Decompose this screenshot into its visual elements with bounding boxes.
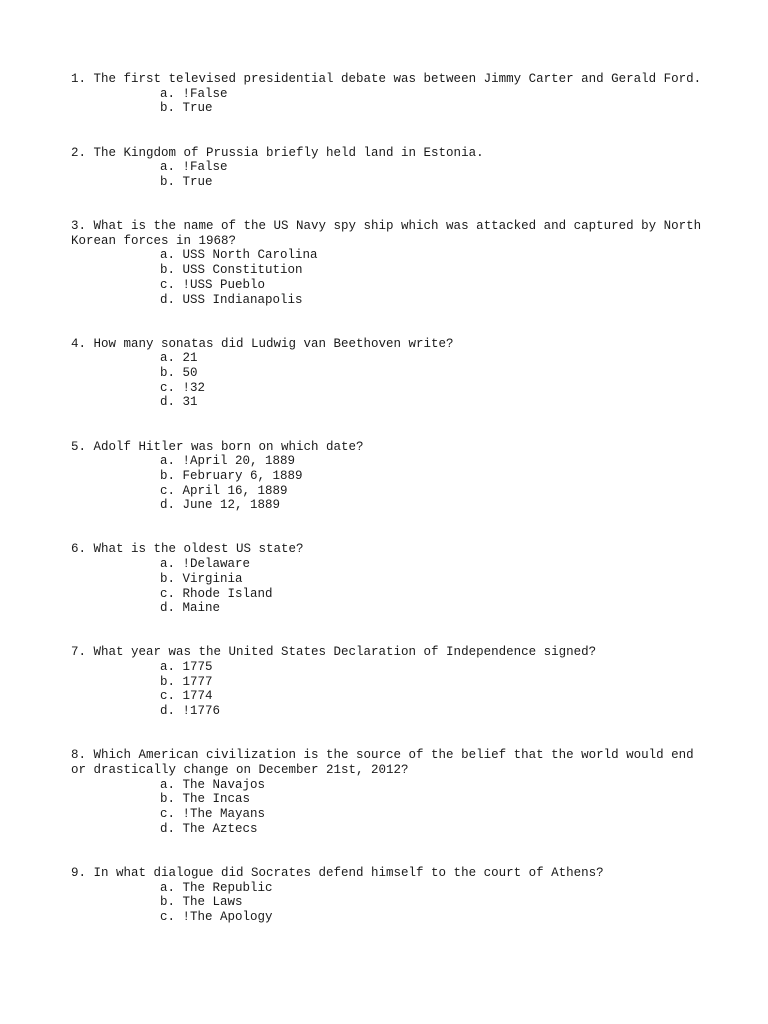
answer-option-c: c. April 16, 1889 (160, 483, 288, 498)
question-1 (71, 72, 711, 116)
quiz-document (71, 72, 711, 954)
answer-option-a: a. !Delaware (160, 557, 251, 572)
answer-option-b: b. USS Constitution (160, 263, 303, 278)
answer-option-b: b. 50 (160, 366, 198, 381)
question-text: 9. In what dialogue did Socrates defend himself to the court of Athens? (71, 865, 604, 880)
answer-option-a: a. USS North Carolina (160, 248, 318, 263)
answer-option-c: c. !The Mayans (160, 807, 266, 822)
answer-option-b: b. The Incas (160, 792, 251, 807)
question-8 (71, 748, 711, 836)
question-4 (71, 337, 711, 411)
answer-option-c: c. 1774 (160, 689, 213, 704)
answer-option-d: d. The Aztecs (160, 821, 258, 836)
answer-option-b: b. Virginia (160, 571, 243, 586)
question-text: 4. How many sonatas did Ludwig van Beethoven write? (71, 336, 454, 351)
question-7 (71, 645, 711, 719)
answer-option-d: d. Maine (160, 601, 221, 616)
question-text: 2. The Kingdom of Prussia briefly held land in Estonia. (71, 145, 484, 160)
question-text: 8. Which American civilization is the source of the belief that the world would end or drastically change on December 21st, 2012? (71, 748, 702, 777)
answer-option-b: b. True (160, 174, 213, 189)
answer-option-a: a. 1775 (160, 660, 213, 675)
question-5 (71, 440, 711, 514)
answer-option-a: a. !False (160, 160, 228, 175)
question-9 (71, 866, 711, 925)
answer-option-b: b. 1777 (160, 674, 213, 689)
answer-option-b: b. February 6, 1889 (160, 468, 303, 483)
answer-option-d: d. USS Indianapolis (160, 292, 303, 307)
answer-option-a: a. The Navajos (160, 777, 266, 792)
answer-option-d: d. 31 (160, 395, 198, 410)
answer-option-c: c. !32 (160, 380, 206, 395)
answer-option-a: a. !False (160, 86, 228, 101)
question-2 (71, 146, 711, 190)
answer-option-b: b. The Laws (160, 895, 243, 910)
answer-option-c: c. !USS Pueblo (160, 277, 266, 292)
answer-option-b: b. True (160, 101, 213, 116)
question-6 (71, 542, 711, 616)
question-text: 5. Adolf Hitler was born on which date? (71, 439, 364, 454)
question-3 (71, 219, 711, 307)
answer-option-c: c. !The Apology (160, 909, 273, 924)
answer-option-c: c. Rhode Island (160, 586, 273, 601)
answer-option-d: d. June 12, 1889 (160, 498, 281, 513)
question-text: 3. What is the name of the US Navy spy ship which was attacked and captured by North Korean forces in 1968? (71, 219, 709, 248)
answer-option-a: a. The Republic (160, 880, 273, 895)
question-text: 6. What is the oldest US state? (71, 542, 304, 557)
answer-option-d: d. !1776 (160, 704, 221, 719)
question-text: 1. The first televised presidential debate was between Jimmy Carter and Gerald Ford. (71, 72, 702, 86)
answer-option-a: a. !April 20, 1889 (160, 454, 296, 469)
question-text: 7. What year was the United States Declaration of Independence signed? (71, 645, 597, 660)
answer-option-a: a. 21 (160, 351, 198, 366)
